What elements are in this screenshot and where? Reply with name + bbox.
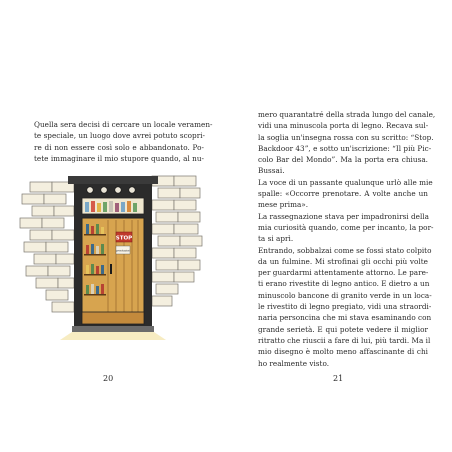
text-line: vidi una minuscola porta di legno. Recava sul- — [258, 121, 429, 131]
text-line: re di non essere così solo e abbandonato. Po- — [34, 142, 204, 152]
text-line: colo Bar del Mondo”. Ma la porta era chiusa. — [258, 155, 428, 165]
text-line: ritratto che riuscii a fare di lui, più tardi. Ma il — [258, 335, 431, 345]
brick-wall-left — [20, 182, 74, 312]
text-line: Entrando, sobbalzai come se fossi stato colpito — [258, 245, 432, 255]
text-line: ti erano rivestite di legno antico. E dietro a un — [258, 279, 430, 289]
text-line: la soglia un'insegna rossa con su scritto: “Stop. — [258, 132, 434, 142]
door-handle — [110, 264, 112, 274]
text-line: grande serietà. E qui potete vedere il miglior — [258, 324, 428, 334]
text-line: ta si aprì. — [258, 234, 294, 244]
text-line: naria personcina che mi stava esaminando con — [258, 313, 432, 323]
text-line: mia curiosità quando, come per incanto, la por- — [258, 222, 434, 232]
stop-sign-text: STOP — [115, 235, 133, 242]
page-number: 21 — [333, 374, 344, 383]
text-line: Quella sera decisi di cercare un locale veramen- — [34, 120, 213, 129]
frame-lintel — [68, 176, 158, 184]
text-line: La rassegnazione stava per impadronirsi della — [258, 211, 429, 221]
right-page-text — [258, 109, 436, 369]
text-line: Bussai. — [258, 166, 285, 176]
left-page-text — [34, 119, 213, 164]
text-line: per guardarmi attentamente attorno. Le pare- — [258, 268, 429, 278]
text-line: da un fulmine. Mi strofinai gli occhi più volte — [258, 256, 428, 266]
text-line: tete immaginare il mio stupore quando, al nu- — [34, 153, 204, 163]
page-number: 20 — [103, 374, 114, 383]
text-line: La voce di un passante qualunque urlò alle mie — [258, 177, 433, 187]
transom-bottles — [85, 201, 137, 212]
text-line: te speciale, un luogo dove avrei potuto scopri- — [34, 131, 206, 141]
text-line: Backdoor 43”, e sotto un'iscrizione: “Il più Pic- — [258, 143, 432, 153]
door-illustration — [16, 172, 212, 340]
door-notice-text: prenotazioni — [116, 249, 130, 253]
text-line: mese prima». — [258, 200, 309, 210]
brick-wall-right — [152, 176, 202, 306]
text-line: mio disegno è molto meno affascinante di chi — [258, 347, 428, 357]
text-line: minuscolo bancone di granito verde in un loca- — [258, 290, 432, 300]
text-line: ho realmente visto. — [258, 358, 330, 368]
text-line: le rivestito di legno pregiato, vidi una straordi- — [258, 302, 432, 312]
door-step — [72, 326, 154, 332]
text-line: spalle: «Occorre prenotare. A volte anche un — [258, 189, 428, 199]
door-kickplate — [82, 312, 144, 324]
text-line: mero quarantatré della strada lungo del canale, — [258, 110, 436, 119]
light-glow — [60, 332, 166, 340]
